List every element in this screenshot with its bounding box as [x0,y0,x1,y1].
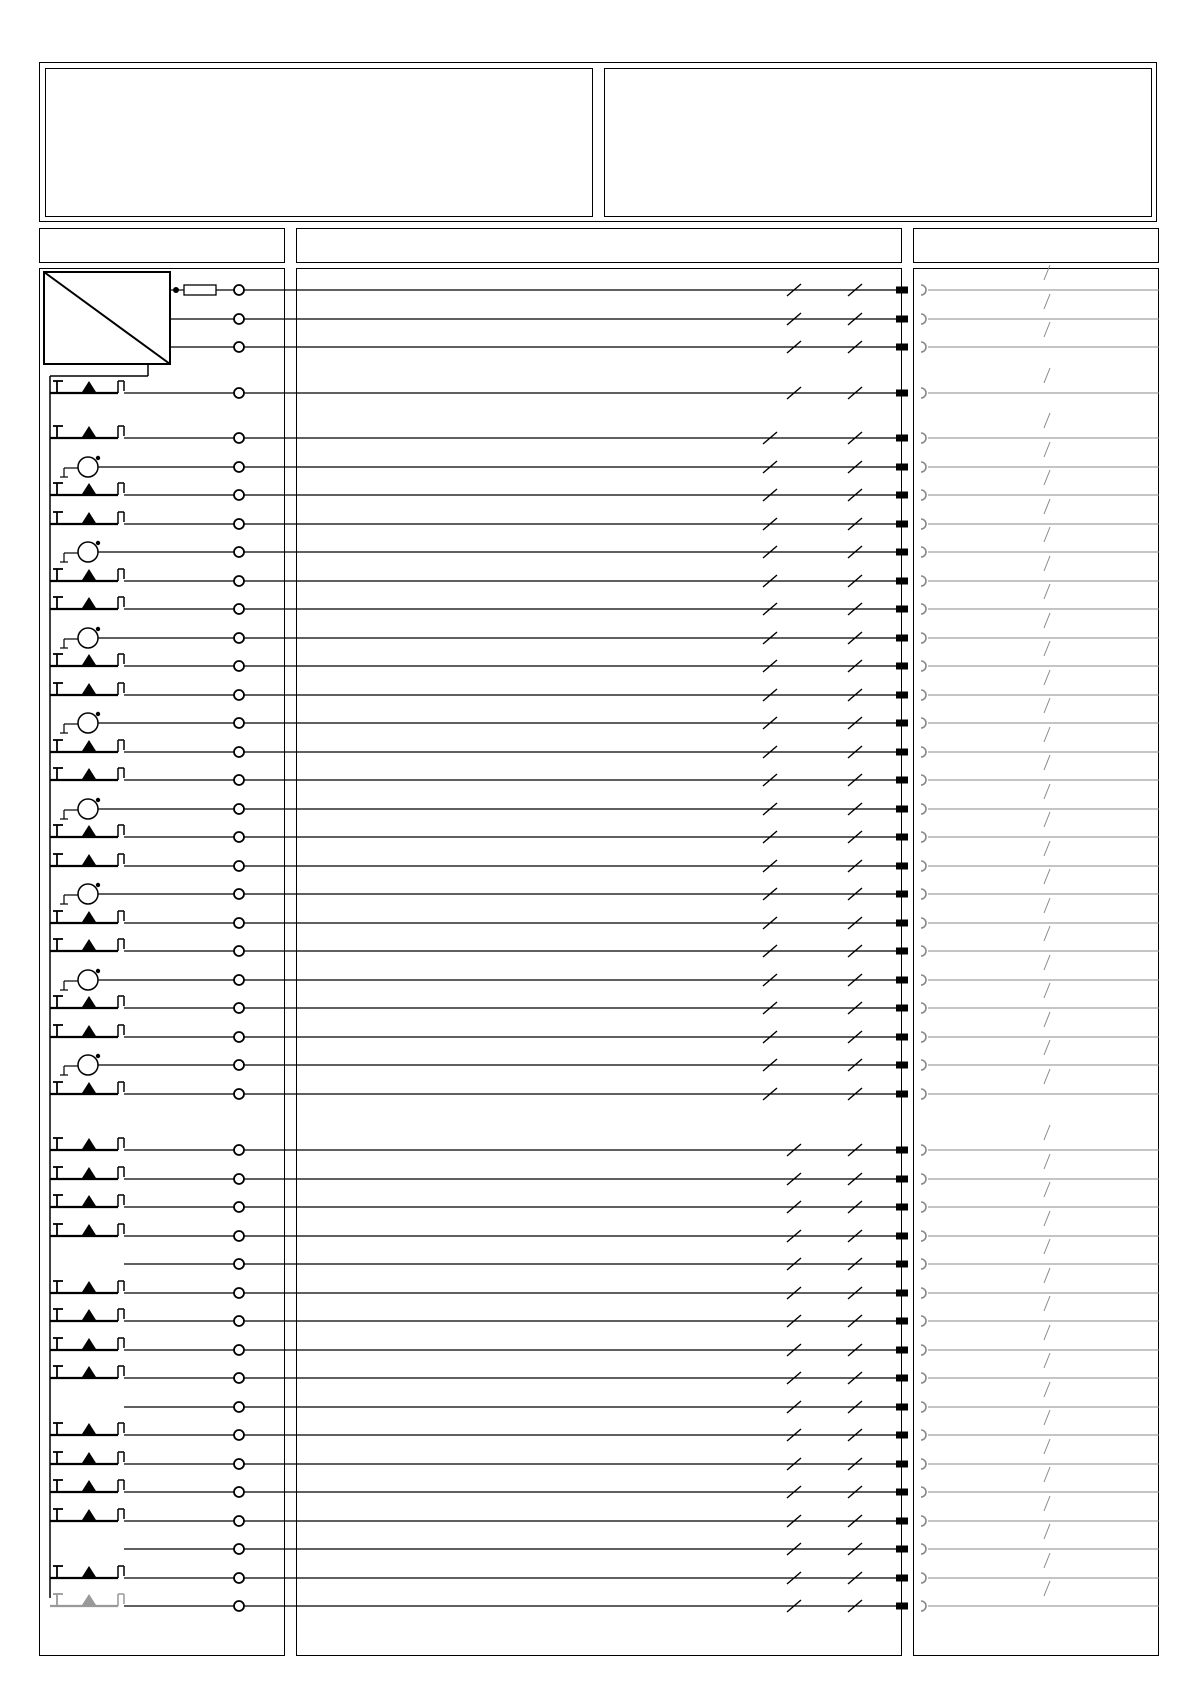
terminal-slash-icon [1044,727,1050,742]
terminal-slash-icon [1044,584,1050,599]
sensor-dot [96,712,100,716]
receptacle-icon [921,1459,926,1469]
device-terminal-icon [234,1231,244,1241]
switch-arrow-icon [82,1452,96,1463]
switch-arrow-icon [82,1366,96,1377]
receptacle-icon [921,946,926,956]
device-terminal-icon [234,690,244,700]
device-terminal-icon [234,576,244,586]
device-terminal-icon [234,604,244,614]
terminal-slash-icon [1044,413,1050,428]
sensor-circle-icon [78,884,98,904]
sensor-circle-icon [78,542,98,562]
circuit-row [50,1296,1159,1327]
device-terminal-icon [234,1288,244,1298]
terminal-slash-icon [1044,1154,1050,1169]
connector-pin-icon [896,1005,908,1012]
terminal-slash-icon [1044,1581,1050,1596]
connector-pin-icon [896,316,908,323]
switch-arrow-icon [82,512,96,523]
sensor-circle-icon [78,970,98,990]
receptacle-icon [921,519,926,529]
terminal-slash-icon [1044,869,1050,884]
circuit-row [170,265,1159,296]
switch-arrow-icon [82,1224,96,1235]
switch-arrow-icon [82,854,96,865]
receptacle-icon [921,1544,926,1554]
circuit-row [50,812,1159,843]
device-terminal-icon [234,804,244,814]
receptacle-icon [921,804,926,814]
receptacle-icon [921,314,926,324]
device-terminal-icon [234,775,244,785]
connector-pin-icon [896,863,908,870]
circuit-row [60,955,1159,990]
terminal-slash-icon [1044,294,1050,309]
receptacle-icon [921,718,926,728]
circuit-row [50,1211,1159,1242]
terminal-slash-icon [1044,1182,1050,1197]
terminal-slash-icon [1044,1553,1050,1568]
connector-pin-icon [896,1404,908,1411]
circuit-row [170,322,1159,353]
connector-pin-icon [896,1318,908,1325]
receptacle-icon [921,1089,926,1099]
terminal-slash-icon [1044,1325,1050,1340]
circuit-row [50,1410,1159,1441]
terminal-slash-icon [1044,841,1050,856]
connector-pin-icon [896,1204,908,1211]
terminal-slash-icon [1044,983,1050,998]
connector-pin-icon [896,521,908,528]
connector-pin-icon [896,1261,908,1268]
device-terminal-icon [234,747,244,757]
receptacle-icon [921,1231,926,1241]
terminal-slash-icon [1044,898,1050,913]
connector-pin-icon [896,344,908,351]
connector-pin-icon [896,920,908,927]
terminal-slash-icon [1044,368,1050,383]
device-terminal-icon [234,342,244,352]
receptacle-icon [921,1259,926,1269]
circuit-row [50,983,1159,1014]
circuit-row [50,1125,1159,1156]
switch-arrow-icon [82,1082,96,1093]
receptacle-icon [921,1060,926,1070]
terminal-slash-icon [1044,641,1050,656]
terminal-slash-icon [1044,556,1050,571]
connector-pin-icon [896,1091,908,1098]
receptacle-icon [921,661,926,671]
connector-pin-icon [896,435,908,442]
circuit-row [50,368,1159,399]
terminal-slash-icon [1044,322,1050,337]
switch-arrow-icon [82,1167,96,1178]
terminal-slash-icon [1044,755,1050,770]
connector-pin-icon [896,1546,908,1553]
device-terminal-icon [234,889,244,899]
circuit-row [60,698,1159,733]
device-terminal-icon [234,832,244,842]
connector-pin-icon [896,749,908,756]
terminal-slash-icon [1044,265,1050,280]
receptacle-icon [921,1516,926,1526]
switch-arrow-icon [82,569,96,580]
receptacle-icon [921,1402,926,1412]
device-terminal-icon [234,519,244,529]
switch-arrow-icon [82,996,96,1007]
connector-pin-icon [896,578,908,585]
receptacle-icon [921,1345,926,1355]
connector-pin-icon [896,891,908,898]
sensor-dot [96,627,100,631]
receptacle-icon [921,775,926,785]
device-terminal-icon [234,1516,244,1526]
circuit-row [60,784,1159,819]
circuit-row [50,841,1159,872]
receptacle-icon [921,1573,926,1583]
circuit-row [60,442,1159,477]
connector-pin-icon [896,720,908,727]
terminal-slash-icon [1044,442,1050,457]
switch-arrow-icon [82,939,96,950]
circuit-row [50,1467,1159,1498]
receptacle-icon [921,1288,926,1298]
connector-pin-icon [896,1062,908,1069]
terminal-slash-icon [1044,1239,1050,1254]
receptacle-icon [921,690,926,700]
device-terminal-icon [234,1544,244,1554]
device-terminal-icon [234,1259,244,1269]
switch-arrow-icon [82,1138,96,1149]
device-terminal-icon [234,547,244,557]
sensor-dot [96,456,100,460]
terminal-slash-icon [1044,1524,1050,1539]
device-terminal-icon [234,918,244,928]
connector-pin-icon [896,635,908,642]
receptacle-icon [921,388,926,398]
device-terminal-icon [234,633,244,643]
sensor-circle-icon [78,1055,98,1075]
receptacle-icon [921,462,926,472]
switch-arrow-icon [82,1195,96,1206]
terminal-slash-icon [1044,527,1050,542]
terminal-slash-icon [1044,812,1050,827]
circuit-row [50,1439,1159,1470]
circuit-row [50,926,1159,957]
connector-pin-icon [896,1176,908,1183]
receptacle-icon [921,1373,926,1383]
circuit-row [124,1524,1159,1555]
switch-arrow-icon [82,426,96,437]
receptacle-icon [921,1174,926,1184]
connector-pin-icon [896,1233,908,1240]
connector-pin-icon [896,1518,908,1525]
device-terminal-icon [234,1316,244,1326]
terminal-slash-icon [1044,1496,1050,1511]
terminal-slash-icon [1044,926,1050,941]
terminal-slash-icon [1044,1353,1050,1368]
receptacle-icon [921,918,926,928]
receptacle-icon [921,1316,926,1326]
terminal-slash-icon [1044,1296,1050,1311]
sensor-dot [96,541,100,545]
terminal-slash-icon [1044,670,1050,685]
receptacle-icon [921,433,926,443]
circuit-row [60,1040,1159,1075]
device-terminal-icon [234,388,244,398]
terminal-slash-icon [1044,1125,1050,1140]
device-terminal-icon [234,1060,244,1070]
terminal-slash-icon [1044,955,1050,970]
sensor-dot [96,883,100,887]
device-terminal-icon [234,1202,244,1212]
switch-arrow-icon [82,1281,96,1292]
sensor-circle-icon [78,799,98,819]
switch-arrow-icon [82,683,96,694]
switch-arrow-icon [82,597,96,608]
switch-arrow-icon [82,740,96,751]
circuit-row [50,755,1159,786]
switch-arrow-icon [82,768,96,779]
switch-arrow-icon [82,1594,96,1605]
receptacle-icon [921,747,926,757]
device-terminal-icon [234,661,244,671]
receptacle-icon [921,604,926,614]
device-terminal-icon [234,433,244,443]
connector-pin-icon [896,287,908,294]
circuit-row [50,898,1159,929]
circuit-row [124,1239,1159,1270]
power-supply-diagonal [44,272,170,364]
circuit-row [50,670,1159,701]
device-terminal-icon [234,946,244,956]
circuit-row [50,1154,1159,1185]
connector-pin-icon [896,1347,908,1354]
device-terminal-icon [234,1601,244,1611]
connector-pin-icon [896,1432,908,1439]
connector-pin-icon [896,1290,908,1297]
circuit-row [50,641,1159,672]
receptacle-icon [921,1003,926,1013]
terminal-slash-icon [1044,1211,1050,1226]
device-terminal-icon [234,861,244,871]
connector-pin-icon [896,1603,908,1610]
receptacle-icon [921,861,926,871]
circuit-row [170,294,1159,325]
circuit-row [50,470,1159,501]
connector-pin-icon [896,549,908,556]
device-terminal-icon [234,1345,244,1355]
circuit-row [50,1268,1159,1299]
device-terminal-icon [234,1402,244,1412]
switch-arrow-icon [82,911,96,922]
sensor-dot [96,1054,100,1058]
terminal-slash-icon [1044,1012,1050,1027]
circuit-row [50,1182,1159,1213]
connector-pin-icon [896,464,908,471]
terminal-slash-icon [1044,1069,1050,1084]
switch-arrow-icon [82,381,96,392]
sensor-dot [96,798,100,802]
device-terminal-icon [234,490,244,500]
connector-pin-icon [896,1489,908,1496]
receptacle-icon [921,975,926,985]
terminal-slash-icon [1044,698,1050,713]
receptacle-icon [921,342,926,352]
receptacle-icon [921,633,926,643]
circuit-row [124,1382,1159,1413]
terminal-slash-icon [1044,1040,1050,1055]
switch-arrow-icon [82,1480,96,1491]
circuit-row [50,1012,1159,1043]
receptacle-icon [921,1430,926,1440]
circuit-row [50,584,1159,615]
receptacle-icon [921,576,926,586]
circuit-row [50,1353,1159,1384]
receptacle-icon [921,285,926,295]
terminal-slash-icon [1044,1410,1050,1425]
terminal-slash-icon [1044,1467,1050,1482]
switch-arrow-icon [82,1025,96,1036]
circuit-row [50,1496,1159,1527]
sensor-circle-icon [78,457,98,477]
device-terminal-icon [234,462,244,472]
device-terminal-icon [234,718,244,728]
circuit-row [60,527,1159,562]
connector-pin-icon [896,390,908,397]
connector-pin-icon [896,1575,908,1582]
receptacle-icon [921,547,926,557]
circuit-row [60,613,1159,648]
device-terminal-icon [234,1174,244,1184]
device-terminal-icon [234,1430,244,1440]
receptacle-icon [921,490,926,500]
device-terminal-icon [234,1145,244,1155]
power-supply-unit [44,272,170,376]
connector-pin-icon [896,606,908,613]
connector-pin-icon [896,1375,908,1382]
circuit-row [50,727,1159,758]
device-terminal-icon [234,975,244,985]
device-terminal-icon [234,1459,244,1469]
device-terminal-icon [234,1487,244,1497]
circuit-row [50,1581,1159,1612]
circuit-row [50,499,1159,530]
device-terminal-icon [234,1032,244,1042]
receptacle-icon [921,889,926,899]
circuit-row [50,1325,1159,1356]
connector-pin-icon [896,492,908,499]
device-terminal-icon [234,1089,244,1099]
receptacle-icon [921,1145,926,1155]
connector-pin-icon [896,834,908,841]
device-terminal-icon [234,1003,244,1013]
terminal-slash-icon [1044,784,1050,799]
switch-arrow-icon [82,1338,96,1349]
switch-arrow-icon [82,1423,96,1434]
circuit-row [50,1553,1159,1584]
connector-pin-icon [896,806,908,813]
device-terminal-icon [234,1573,244,1583]
fuse-icon [184,285,216,295]
device-terminal-icon [234,1373,244,1383]
device-terminal-icon [234,314,244,324]
terminal-slash-icon [1044,1268,1050,1283]
connector-pin-icon [896,1147,908,1154]
connector-pin-icon [896,977,908,984]
terminal-slash-icon [1044,499,1050,514]
terminal-slash-icon [1044,1439,1050,1454]
receptacle-icon [921,1202,926,1212]
switch-arrow-icon [82,1566,96,1577]
switch-arrow-icon [82,1509,96,1520]
receptacle-icon [921,832,926,842]
sensor-circle-icon [78,628,98,648]
connector-pin-icon [896,1461,908,1468]
terminal-slash-icon [1044,613,1050,628]
circuit-row [50,1069,1159,1100]
switch-arrow-icon [82,483,96,494]
connector-pin-icon [896,1034,908,1041]
terminal-slash-icon [1044,1382,1050,1397]
connector-pin-icon [896,663,908,670]
circuit-row [50,556,1159,587]
connector-pin-icon [896,692,908,699]
sensor-circle-icon [78,713,98,733]
receptacle-icon [921,1601,926,1611]
switch-arrow-icon [82,825,96,836]
connector-pin-icon [896,777,908,784]
receptacle-icon [921,1032,926,1042]
sensor-dot [96,969,100,973]
switch-arrow-icon [82,1309,96,1320]
circuit-row [60,869,1159,904]
device-terminal-icon [234,285,244,295]
switch-arrow-icon [82,654,96,665]
terminal-slash-icon [1044,470,1050,485]
connector-pin-icon [896,948,908,955]
circuit-row [50,413,1159,444]
receptacle-icon [921,1487,926,1497]
